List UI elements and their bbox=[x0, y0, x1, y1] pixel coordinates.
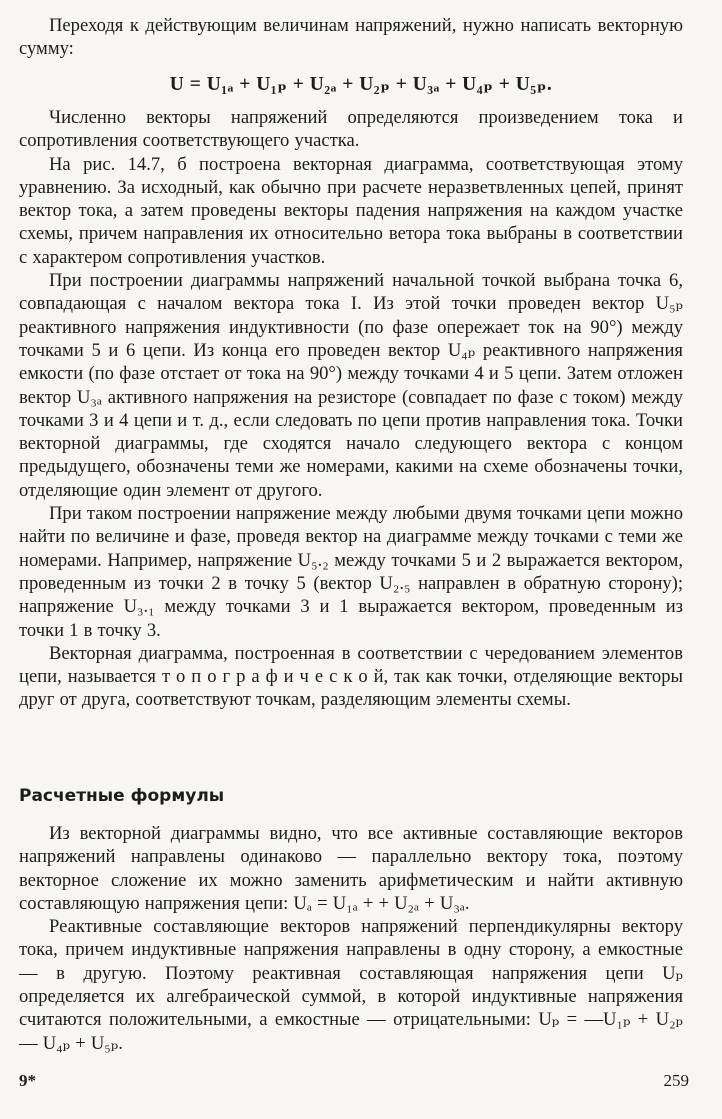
intro-block bbox=[19, 14, 683, 61]
formulas-text-block bbox=[19, 822, 683, 1055]
formula-paragraph-2: Реактивные составляющие векторов напряжений перпендикулярны вектору тока, причем индуктивные напряжения направлены в одну сторону, а емкостные — в другую. Поэтому реактивная составляющая напряжения цепи Uₚ определяется их алгебраической суммой, в которой индуктивные напряжения считаются положительными, а емкостные — отрицательными: Uₚ = —U₁ₚ + U₂ₚ — U₄ₚ + U₅ₚ. bbox=[19, 916, 683, 1054]
paragraph-1: Численно векторы напряжений определяются произведением тока и сопротивления соответствующего участка. bbox=[19, 107, 683, 152]
body-text-block bbox=[19, 106, 683, 712]
voltage-sum-equation: U = U₁ₐ + U₁ₚ + U₂ₐ + U₂ₚ + U₃ₐ + U₄ₚ + U₅ₚ. bbox=[169, 74, 553, 95]
paragraph-5: Векторная диаграмма, построенная в соответствии с чередованием элементов цепи, называется т о п о г р а ф и ч е с к о й, так как точки, отделяющие векторы друг от друга, соответствуют точкам, разделяющим элементы схемы. bbox=[19, 642, 683, 711]
paragraph-2: На рис. 14.7, б построена векторная диаграмма, соответствующая этому уравнению. За исходный, как обычно при расчете неразветвленных цепей, принят вектор тока, а затем проведены векторы падения напряжения на каждом участке схемы, причем направления их относительно ветора тока выбраны в соответствии с характером сопротивления участков. bbox=[19, 153, 683, 268]
paragraph-4: При таком построении напряжение между любыми двумя точками цепи можно найти по величине и фазе, проведя вектор на диаграмме между точками с теми же номерами. Например, напряжение U₅.₂ между точками 5 и 2 выражается вектором, проведенным из точки 2 в точку 5 (вектор U₂.₅ направлен в обратную сторону); напряжение U₃.₁ между точками 3 и 1 выражается вектором, проведенным из точки 1 в точку 3. bbox=[19, 503, 683, 641]
intro-paragraph: Переходя к действующим величинам напряжений, нужно написать векторную сумму: bbox=[19, 15, 683, 60]
signature-mark: 9* bbox=[19, 1071, 36, 1090]
paragraph-3: При построении диаграммы напряжений начальной точкой выбрана точка 6, совпадающая с началом вектора тока I. Из этой точки проведен вектор U₅ₚ реактивного напряжения индуктивности (по фазе опережает ток на 90°) между точками 5 и 6 цепи. Из конца его проведен вектор U₄ₚ реактивного напряжения емкости (по фазе отстает от тока на 90°) между точками 4 и 5 цепи. Затем отложен вектор U₃ₐ активного напряжения на резисторе (совпадает по фазе с током) между точками 3 и 4 цепи и т. д., если следовать по цепи против направления тока. Точки векторной диаграммы, где сходятся начало следующего вектора с концом предыдущего, обозначены теми же номерами, какими на схеме обозначены точки, отделяющие один элемент от другого. bbox=[19, 270, 683, 501]
formula-paragraph-1: Из векторной диаграммы видно, что все активные составляющие векторов напряжений направлены одинаково — параллельно вектору тока, поэтому векторное сложение их можно заменить арифметическим и найти активную составляющую напряжения цепи: Uₐ = U₁ₐ + + U₂ₐ + U₃ₐ. bbox=[19, 823, 683, 914]
section-heading: Расчетные формулы bbox=[19, 786, 225, 806]
page-number: 259 bbox=[663, 1071, 689, 1090]
